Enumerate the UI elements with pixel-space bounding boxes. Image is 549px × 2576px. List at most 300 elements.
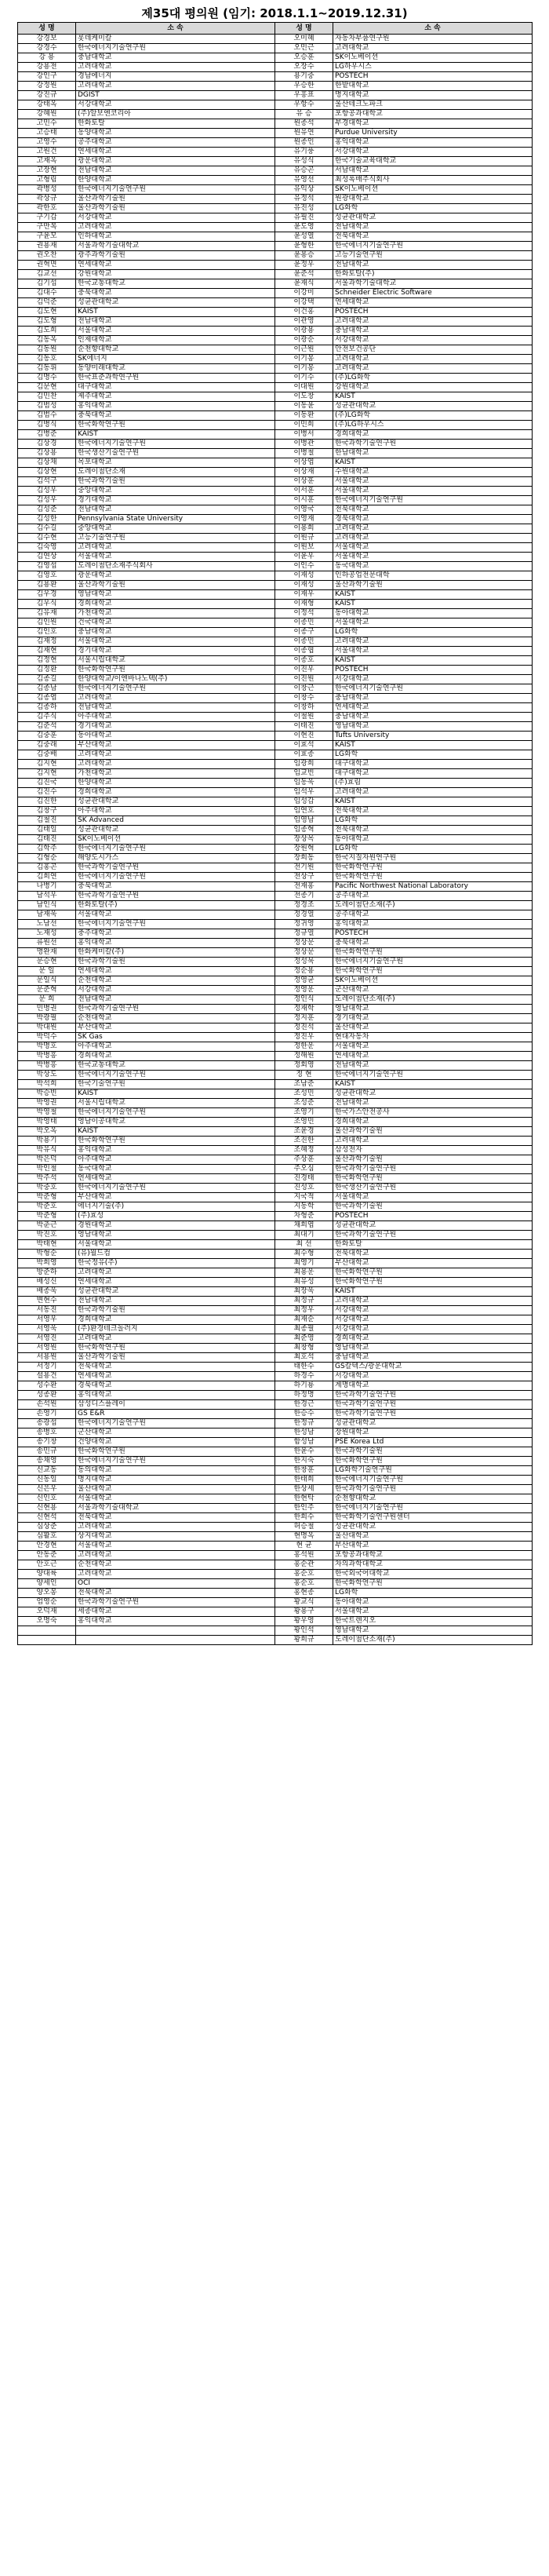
- table-row: [18, 1278, 533, 1287]
- member-affiliation: 고등기술연구원: [333, 251, 533, 261]
- member-affiliation: 한국교통대학교: [76, 1061, 275, 1071]
- member-affiliation: 충남대학교: [76, 628, 275, 637]
- member-affiliation: KAIST: [333, 600, 533, 609]
- member-affiliation: 도레이첨단소재(주): [333, 1636, 533, 1645]
- member-name: 최수형: [275, 1250, 333, 1259]
- table-row: [18, 675, 533, 684]
- member-affiliation: 한국과학기술연구원: [333, 1231, 533, 1240]
- table-row: [18, 892, 533, 901]
- table-row: [18, 317, 533, 327]
- table-row: [18, 232, 533, 242]
- member-affiliation: 한국과학기술연구원: [76, 892, 275, 901]
- member-affiliation: 영남대학교: [76, 1231, 275, 1240]
- member-name: 이효종: [275, 750, 333, 760]
- member-name: 박준형: [18, 1212, 76, 1221]
- member-affiliation: 경기대학교: [76, 722, 275, 732]
- member-name: 김상용: [18, 449, 76, 458]
- member-name: 고장현: [18, 166, 76, 176]
- member-name: 박희영: [18, 1259, 76, 1268]
- table-row: [18, 1118, 533, 1127]
- member-affiliation: 한국과학기술연구원: [333, 1391, 533, 1400]
- member-affiliation: KAIST: [333, 590, 533, 600]
- member-name: 박인철: [18, 1165, 76, 1174]
- member-name: 윤성열: [275, 232, 333, 242]
- member-name: 정진석: [275, 1023, 333, 1033]
- member-name: 김성우: [18, 496, 76, 505]
- member-name: 손영기: [18, 1410, 76, 1419]
- member-affiliation: POSTECH: [333, 666, 533, 675]
- member-name: 임영남: [275, 816, 333, 826]
- member-affiliation: 한국화학연구원: [333, 1268, 533, 1278]
- member-name: 이영국: [275, 505, 333, 515]
- member-name: 김진한: [18, 797, 76, 807]
- table-row: [18, 477, 533, 487]
- table-row: [18, 562, 533, 571]
- member-affiliation: 광운대학교: [76, 571, 275, 581]
- member-affiliation: 영남대학교: [333, 722, 533, 732]
- member-name: 심활호: [18, 1532, 76, 1542]
- member-name: 정성묵: [275, 958, 333, 967]
- member-name: 김희연: [18, 873, 76, 882]
- member-name: 박승빈: [18, 1089, 76, 1099]
- member-name: 이윤우: [275, 553, 333, 562]
- member-affiliation: 한국에너지기술연구원: [333, 1071, 533, 1080]
- member-affiliation: PSE Korea Ltd: [333, 1438, 533, 1447]
- member-affiliation: 성균관대학교: [333, 213, 533, 223]
- table-row: [18, 845, 533, 854]
- member-affiliation: 성균관대학교: [76, 1287, 275, 1297]
- member-name: 신현용: [18, 1504, 76, 1513]
- member-affiliation: Pacific Northwest National Laboratory: [333, 882, 533, 892]
- member-affiliation: 고려대학교: [76, 543, 275, 553]
- member-affiliation: Purdue University: [333, 129, 533, 138]
- member-affiliation: 고려대학교: [76, 63, 275, 72]
- member-name: 황용구: [275, 1607, 333, 1617]
- member-name: 최종필: [275, 1325, 333, 1334]
- member-affiliation: 한국화학연구원: [76, 421, 275, 430]
- member-name: 김민찬: [18, 392, 76, 402]
- table-row: [18, 1494, 533, 1504]
- member-affiliation: 포항공과대학교: [333, 1551, 533, 1560]
- member-affiliation: 동양대학교: [76, 129, 275, 138]
- table-row: [18, 336, 533, 345]
- member-affiliation: 세종대학교: [76, 1607, 275, 1617]
- table-row: [18, 204, 533, 213]
- member-affiliation: 고등기술연구원: [76, 534, 275, 543]
- member-affiliation: 울산과학기술원: [76, 204, 275, 213]
- table-row: [18, 505, 533, 515]
- member-affiliation: 차의과학대학교: [333, 1560, 533, 1570]
- member-name: 류원선: [18, 939, 76, 948]
- table-row: [18, 100, 533, 110]
- member-affiliation: 한국에너지기술연구원: [333, 496, 533, 505]
- member-name: 김인원: [18, 618, 76, 628]
- table-row: [18, 449, 533, 458]
- member-name: 정해원: [275, 1052, 333, 1061]
- member-affiliation: Schneider Electric Software: [333, 289, 533, 298]
- member-affiliation: 고려대학교: [333, 1297, 533, 1306]
- table-row: [18, 732, 533, 741]
- member-name: 최정규: [275, 1297, 333, 1306]
- member-affiliation: LG화학: [333, 845, 533, 854]
- table-row: [18, 327, 533, 336]
- member-affiliation: KAIST: [333, 458, 533, 468]
- member-affiliation: 포항공과대학교: [333, 110, 533, 119]
- member-affiliation: 한국에너지기술연구원: [76, 684, 275, 694]
- member-affiliation: 인하대학교: [76, 232, 275, 242]
- table-row: [18, 110, 533, 119]
- member-name: 신교동: [18, 1466, 76, 1476]
- member-affiliation: 서울대학교: [333, 1607, 533, 1617]
- member-affiliation: 서강대학교: [76, 986, 275, 995]
- member-affiliation: 가천대학교: [76, 769, 275, 779]
- member-name: 박영철: [18, 1108, 76, 1118]
- member-affiliation: 서울대학교: [76, 1542, 275, 1551]
- member-affiliation: 고려대학교: [76, 1570, 275, 1579]
- member-name: 이재형: [275, 600, 333, 609]
- table-row: [18, 826, 533, 835]
- member-affiliation: 한국가스안전공사: [333, 1108, 533, 1118]
- member-name: 남재욱: [18, 910, 76, 920]
- member-affiliation: SK이노베이션: [76, 835, 275, 845]
- table-row: [18, 1607, 533, 1617]
- member-affiliation: 충주대학교: [76, 929, 275, 939]
- member-affiliation: 고려대학교: [76, 760, 275, 769]
- member-name: 양대륙: [18, 1570, 76, 1579]
- member-affiliation: 고려대학교: [76, 1551, 275, 1560]
- member-name: 최 선: [275, 1240, 333, 1250]
- member-name: 윤준석: [275, 270, 333, 279]
- member-name: 문준혁: [18, 986, 76, 995]
- member-name: 박오옥: [18, 1127, 76, 1137]
- member-name: 설용건: [18, 1372, 76, 1381]
- member-name: 이진우: [275, 666, 333, 675]
- table-row: [18, 788, 533, 797]
- member-affiliation: 연세대학교: [76, 1278, 275, 1287]
- member-affiliation: 한국정유(주): [76, 1259, 275, 1268]
- table-row: [18, 1221, 533, 1231]
- member-affiliation: 한국화학연구원: [76, 1137, 275, 1146]
- member-affiliation: 영남대학교: [333, 1005, 533, 1014]
- member-name: 최정우: [275, 1306, 333, 1315]
- member-affiliation: 성균관대학교: [333, 1419, 533, 1428]
- member-affiliation: 최성폭매주식회사: [333, 176, 533, 185]
- member-affiliation: LG화학: [333, 816, 533, 826]
- table-row: [18, 1419, 533, 1428]
- table-row: [18, 543, 533, 553]
- member-name: 조진한: [275, 1137, 333, 1146]
- table-row: [18, 1381, 533, 1391]
- member-affiliation: 원광대학교: [333, 195, 533, 204]
- table-row: [18, 242, 533, 251]
- member-name: 신은우: [18, 1485, 76, 1494]
- member-name: 이도창: [275, 392, 333, 402]
- member-affiliation: 동아대학교: [333, 1598, 533, 1607]
- table-row: [18, 1438, 533, 1447]
- member-affiliation: 홍익대학교: [333, 138, 533, 148]
- member-name: 고재옥: [18, 157, 76, 166]
- table-row: [18, 1570, 533, 1579]
- member-name: 김유재: [18, 609, 76, 618]
- member-name: 정회영: [275, 1061, 333, 1071]
- member-affiliation: 전남대학교: [333, 223, 533, 232]
- table-row: [18, 1089, 533, 1099]
- member-name: 박병흥: [18, 1061, 76, 1071]
- table-body: [18, 35, 533, 1645]
- table-row: [18, 967, 533, 976]
- member-affiliation: (주)효림: [333, 779, 533, 788]
- member-affiliation: 고려대학교: [76, 1334, 275, 1344]
- member-name: 이민희: [275, 421, 333, 430]
- member-affiliation: 한국교통대학교: [76, 279, 275, 289]
- member-name: 정규열: [275, 929, 333, 939]
- member-name: 김종하: [18, 703, 76, 713]
- member-affiliation: 동아대학교: [333, 835, 533, 845]
- table-row: [18, 976, 533, 986]
- member-name: 임교빈: [275, 769, 333, 779]
- member-name: 김상현: [18, 468, 76, 477]
- member-affiliation: 자동차부품연구원: [333, 35, 533, 44]
- member-name: 배종욱: [18, 1287, 76, 1297]
- member-affiliation: 한국화학연구원: [333, 1278, 533, 1287]
- member-affiliation: 서강대학교: [76, 213, 275, 223]
- member-affiliation: 고려대학교: [76, 1268, 275, 1278]
- member-affiliation: 전남대학교: [76, 317, 275, 327]
- table-row: [18, 1165, 533, 1174]
- member-affiliation: LG화학기술연구원: [333, 1466, 533, 1476]
- member-name: 권용재: [18, 242, 76, 251]
- member-affiliation: 울산과학기술원: [333, 1155, 533, 1165]
- member-affiliation: Tufts University: [333, 732, 533, 741]
- member-affiliation: 한화토탈: [76, 119, 275, 129]
- member-name: 이종민: [275, 637, 333, 647]
- member-name: 오덕재: [18, 1607, 76, 1617]
- member-name: 주상훈: [275, 1155, 333, 1165]
- member-affiliation: 한국지질자원연구원: [333, 854, 533, 863]
- members-table: [17, 22, 533, 1645]
- member-affiliation: 전남대학교: [76, 703, 275, 713]
- member-name: 허승철: [275, 1523, 333, 1532]
- member-name: 박대원: [18, 1023, 76, 1033]
- member-affiliation: 연세대학교: [76, 261, 275, 270]
- member-affiliation: 성균관대학교: [333, 1221, 533, 1231]
- member-name: 원종인: [275, 138, 333, 148]
- member-name: 안경현: [18, 1542, 76, 1551]
- member-affiliation: (주)LG화학: [333, 411, 533, 421]
- member-affiliation: 동아대학교: [76, 732, 275, 741]
- member-affiliation: 전남대학교: [333, 1099, 533, 1108]
- member-affiliation: 한국화학연구원: [76, 1344, 275, 1353]
- table-row: [18, 1504, 533, 1513]
- member-name: 송기창: [18, 1438, 76, 1447]
- table-row: [18, 647, 533, 656]
- member-name: 이현진: [275, 732, 333, 741]
- member-affiliation: 성균관대학교: [333, 1089, 533, 1099]
- member-name: 용기중: [275, 72, 333, 82]
- member-name: 최호석: [275, 1353, 333, 1363]
- table-row: [18, 1127, 533, 1137]
- member-name: 이병서: [275, 430, 333, 440]
- table-row: [18, 496, 533, 505]
- member-affiliation: 순천대학교: [76, 1014, 275, 1023]
- table-row: [18, 1353, 533, 1363]
- member-name: 지국적: [275, 1193, 333, 1202]
- member-affiliation: Pennsylvania State University: [76, 515, 275, 524]
- member-name: 정인식: [275, 995, 333, 1005]
- member-name: 지동학: [275, 1202, 333, 1212]
- table-row: [18, 684, 533, 694]
- table-row: [18, 1598, 533, 1607]
- member-name: 박춘근: [18, 1221, 76, 1231]
- member-affiliation: 한국에너지기술연구원: [76, 873, 275, 882]
- member-name: 김진국: [18, 779, 76, 788]
- member-affiliation: 경기대학교: [76, 647, 275, 656]
- member-affiliation: [76, 1636, 275, 1645]
- member-affiliation: 인제대학교: [76, 336, 275, 345]
- member-name: 김정현: [18, 656, 76, 666]
- member-name: 정경열: [275, 910, 333, 920]
- member-name: 나병기: [18, 882, 76, 892]
- member-affiliation: 경북대학교: [76, 1381, 275, 1391]
- table-row: [18, 251, 533, 261]
- member-affiliation: 연세대학교: [76, 1174, 275, 1184]
- member-affiliation: 한국과학기술원: [76, 958, 275, 967]
- member-name: 이병관: [275, 440, 333, 449]
- member-name: 박주석: [18, 1174, 76, 1184]
- member-affiliation: 대구대학교: [333, 760, 533, 769]
- table-row: [18, 581, 533, 590]
- member-affiliation: 고려대학교: [333, 364, 533, 374]
- member-affiliation: 서울시립대학교: [76, 1099, 275, 1108]
- member-affiliation: SK Advanced: [76, 816, 275, 826]
- header-name-left: 성 명: [18, 23, 76, 35]
- member-affiliation: 전남대학교: [333, 261, 533, 270]
- member-name: 이기봉: [275, 364, 333, 374]
- table-row: [18, 1061, 533, 1071]
- member-name: 노남선: [18, 920, 76, 929]
- member-affiliation: 한국화학연구원: [333, 1174, 533, 1184]
- member-name: 우항수: [275, 100, 333, 110]
- table-row: [18, 402, 533, 411]
- table-row: [18, 590, 533, 600]
- header-name-right: 성 명: [275, 23, 333, 35]
- table-row: [18, 1447, 533, 1457]
- member-name: 김주식: [18, 713, 76, 722]
- member-affiliation: 전북대학교: [333, 232, 533, 242]
- member-affiliation: 한국화학기술연구원센터: [333, 1513, 533, 1523]
- member-name: 조영민: [275, 1118, 333, 1127]
- member-affiliation: 성균관대학교: [76, 298, 275, 308]
- member-affiliation: KAIST: [76, 1127, 275, 1137]
- member-name: 서용원: [18, 1353, 76, 1363]
- member-affiliation: GS E&R: [76, 1410, 275, 1419]
- member-affiliation: 고려대학교: [76, 223, 275, 232]
- member-name: 정지훈: [275, 1014, 333, 1023]
- member-name: 김준석: [18, 722, 76, 732]
- member-affiliation: [76, 1626, 275, 1636]
- member-name: 김재현: [18, 647, 76, 656]
- member-affiliation: 한국에너지기술연구원: [76, 1457, 275, 1466]
- member-name: 방준하: [18, 1268, 76, 1278]
- table-row: [18, 1560, 533, 1570]
- table-row: [18, 195, 533, 204]
- table-row: [18, 355, 533, 364]
- member-name: 유필진: [275, 213, 333, 223]
- member-name: 강정원: [18, 82, 76, 91]
- member-name: 홍현종: [275, 1589, 333, 1598]
- member-affiliation: 홍익대학교: [76, 402, 275, 411]
- table-row: [18, 553, 533, 562]
- member-name: 김영호: [18, 571, 76, 581]
- member-name: 한경근: [275, 1400, 333, 1410]
- member-name: 박광필: [18, 1014, 76, 1023]
- member-affiliation: 동국대학교: [333, 562, 533, 571]
- member-name: 이재우: [275, 590, 333, 600]
- member-affiliation: 계명대학교: [333, 1381, 533, 1391]
- member-affiliation: 아주대학교: [76, 713, 275, 722]
- member-affiliation: 안전보건공단: [333, 345, 533, 355]
- member-name: 김성한: [18, 515, 76, 524]
- member-affiliation: 충남대학교: [333, 713, 533, 722]
- member-name: 유 승: [275, 110, 333, 119]
- table-row: [18, 440, 533, 449]
- member-affiliation: SK Gas: [76, 1033, 275, 1042]
- member-name: 김명수: [18, 374, 76, 383]
- table-row: [18, 1240, 533, 1250]
- member-name: 송병호: [18, 1428, 76, 1438]
- member-affiliation: KAIST: [333, 1287, 533, 1297]
- member-name: 정한운: [275, 1042, 333, 1052]
- member-affiliation: 제주대학교: [76, 392, 275, 402]
- member-name: [18, 1626, 76, 1636]
- table-row: [18, 1005, 533, 1014]
- member-affiliation: 한국생산기술연구원: [333, 1184, 533, 1193]
- member-affiliation: 도레이첨단소재주식회사: [76, 562, 275, 571]
- table-row: [18, 816, 533, 826]
- table-row: [18, 35, 533, 44]
- member-name: 서영진: [18, 1334, 76, 1344]
- member-affiliation: LG화학: [333, 1589, 533, 1598]
- member-name: 이종구: [275, 628, 333, 637]
- member-name: 김숙영: [18, 543, 76, 553]
- member-affiliation: 충북대학교: [76, 289, 275, 298]
- member-name: 박태현: [18, 1240, 76, 1250]
- table-row: [18, 308, 533, 317]
- member-affiliation: 순천대학교: [76, 976, 275, 986]
- member-affiliation: 고려대학교: [76, 1523, 275, 1532]
- member-affiliation: 한국과학기술원: [333, 1202, 533, 1212]
- member-name: 이기수: [275, 374, 333, 383]
- member-affiliation: 충북대학교: [333, 939, 533, 948]
- member-affiliation: 서울대학교: [76, 1494, 275, 1504]
- member-affiliation: 성균관대학교: [333, 402, 533, 411]
- member-name: 고형림: [18, 176, 76, 185]
- table-row: [18, 261, 533, 270]
- member-name: 이태진: [275, 722, 333, 732]
- member-affiliation: 한국화학연구원: [76, 666, 275, 675]
- member-affiliation: 삼성전자: [333, 1146, 533, 1155]
- table-header-row: [18, 23, 533, 35]
- member-name: 박영태: [18, 1118, 76, 1127]
- member-affiliation: 서울대학교: [76, 327, 275, 336]
- member-affiliation: 영남이공대학교: [76, 1118, 275, 1127]
- table-row: [18, 628, 533, 637]
- member-affiliation: 한국과학기술연구원: [76, 1005, 275, 1014]
- member-name: 고승태: [18, 129, 76, 138]
- member-affiliation: (주)LG화학: [333, 374, 533, 383]
- member-affiliation: 가천대학교: [76, 609, 275, 618]
- member-affiliation: GS칼텍스/광운대학교: [333, 1363, 533, 1372]
